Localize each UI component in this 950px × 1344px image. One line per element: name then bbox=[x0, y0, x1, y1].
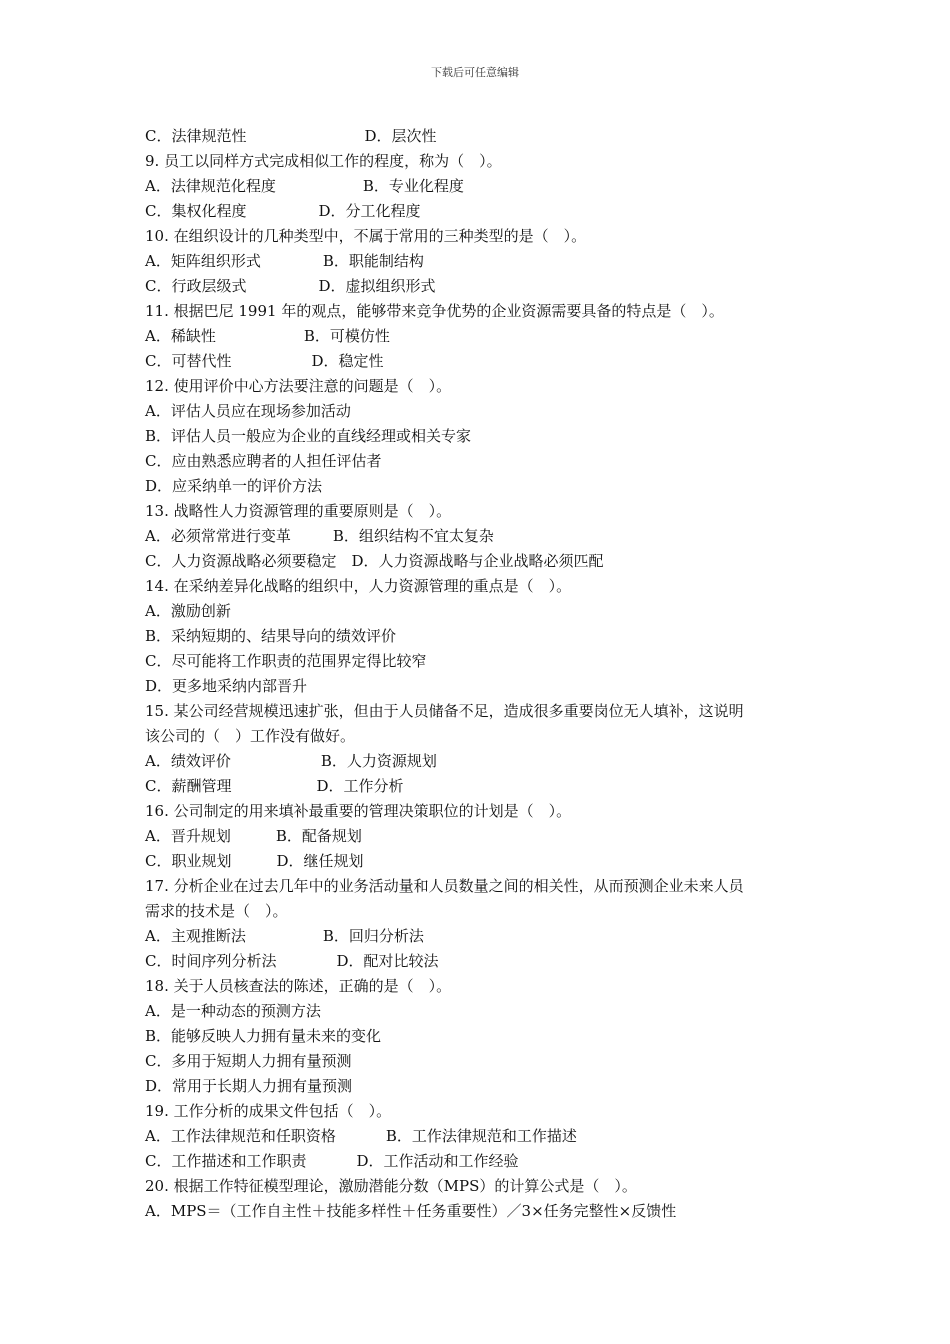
option-text: C．集权化程度 bbox=[145, 202, 247, 220]
option-line bbox=[145, 474, 815, 499]
option-line bbox=[145, 524, 815, 549]
question-line: 16. 公司制定的用来填补最重要的管理决策职位的计划是（ ）。 bbox=[145, 802, 572, 820]
option-text: D．稳定性 bbox=[311, 352, 384, 370]
option-line bbox=[145, 449, 815, 474]
option-text: B．能够反映人力拥有量未来的变化 bbox=[145, 1027, 382, 1045]
option-line bbox=[145, 674, 815, 699]
option-text: C．应由熟悉应聘者的人担任评估者 bbox=[145, 452, 382, 470]
option-text: D．工作活动和工作经验 bbox=[356, 1152, 519, 1170]
question-line: 18. 关于人员核查法的陈述，正确的是（ ）。 bbox=[145, 977, 452, 995]
question-line: 14. 在采纳差异化战略的组织中，人力资源管理的重点是（ ）。 bbox=[145, 577, 572, 595]
option-line bbox=[145, 174, 815, 199]
option-text: D．人力资源战略与企业战略必须匹配 bbox=[351, 552, 604, 570]
option-line bbox=[145, 1149, 815, 1174]
option-text: D．更多地采纳内部晋升 bbox=[145, 677, 308, 695]
option-text: A．绩效评价 bbox=[145, 752, 231, 770]
option-text: D．虚拟组织形式 bbox=[318, 277, 436, 295]
option-line bbox=[145, 624, 815, 649]
option-text: A．矩阵组织形式 bbox=[145, 252, 261, 270]
option-text: A．工作法律规范和任职资格 bbox=[145, 1127, 336, 1145]
question-line: 需求的技术是（ ）。 bbox=[145, 902, 288, 920]
option-line bbox=[145, 1124, 815, 1149]
page-header: 下载后可任意编辑 bbox=[431, 66, 519, 79]
option-line bbox=[145, 1199, 815, 1224]
option-text: D．配对比较法 bbox=[336, 952, 439, 970]
option-text: B．评估人员一般应为企业的直线经理或相关专家 bbox=[145, 427, 472, 445]
option-line bbox=[145, 1049, 815, 1074]
option-line bbox=[145, 324, 815, 349]
option-text: A．是一种动态的预测方法 bbox=[145, 1002, 321, 1020]
option-text: A．MPS＝（工作自主性＋技能多样性＋任务重要性）／3×任务完整性×反馈性 bbox=[145, 1202, 677, 1220]
option-line bbox=[145, 274, 815, 299]
option-line bbox=[145, 1074, 815, 1099]
option-text: A．法律规范化程度 bbox=[145, 177, 276, 195]
option-text: C．法律规范性 bbox=[145, 127, 247, 145]
option-line bbox=[145, 774, 815, 799]
question-line: 10. 在组织设计的几种类型中，不属于常用的三种类型的是（ ）。 bbox=[145, 227, 587, 245]
document-body bbox=[145, 124, 815, 1224]
option-text: D．分工化程度 bbox=[318, 202, 421, 220]
option-text: C．可替代性 bbox=[145, 352, 232, 370]
option-text: B．人力资源规划 bbox=[320, 752, 437, 770]
option-line bbox=[145, 824, 815, 849]
option-line bbox=[145, 599, 815, 624]
option-line bbox=[145, 124, 815, 149]
option-text: C．工作描述和工作职责 bbox=[145, 1152, 307, 1170]
question-line: 11. 根据巴尼 1991 年的观点，能够带来竞争优势的企业资源需要具备的特点是（ ）。 bbox=[145, 302, 724, 320]
option-line bbox=[145, 399, 815, 424]
question-line: 12. 使用评价中心方法要注意的问题是（ ）。 bbox=[145, 377, 452, 395]
option-text: B．工作法律规范和工作描述 bbox=[385, 1127, 577, 1145]
option-text: C．时间序列分析法 bbox=[145, 952, 277, 970]
option-text: B．回归分析法 bbox=[322, 927, 424, 945]
question-line: 17. 分析企业在过去几年中的业务活动量和人员数量之间的相关性，从而预测企业未来人员 bbox=[145, 877, 744, 895]
option-text: A．激励创新 bbox=[145, 602, 231, 620]
option-text: C．人力资源战略必须要稳定 bbox=[145, 552, 337, 570]
option-text: C．尽可能将工作职责的范围界定得比较窄 bbox=[145, 652, 427, 670]
question-line: 19. 工作分析的成果文件包括（ ）。 bbox=[145, 1102, 392, 1120]
option-text: A．稀缺性 bbox=[145, 327, 216, 345]
option-text: D．应采纳单一的评价方法 bbox=[145, 477, 323, 495]
option-text: B．配备规划 bbox=[275, 827, 362, 845]
option-text: D．层次性 bbox=[364, 127, 437, 145]
option-line bbox=[145, 749, 815, 774]
option-text: C．职业规划 bbox=[145, 852, 232, 870]
option-line bbox=[145, 349, 815, 374]
option-text: D．继任规划 bbox=[276, 852, 364, 870]
option-line bbox=[145, 949, 815, 974]
question-line: 13. 战略性人力资源管理的重要原则是（ ）。 bbox=[145, 502, 452, 520]
option-line bbox=[145, 424, 815, 449]
option-line bbox=[145, 249, 815, 274]
option-text: B．组织结构不宜太复杂 bbox=[332, 527, 494, 545]
option-line bbox=[145, 849, 815, 874]
option-text: D．常用于长期人力拥有量预测 bbox=[145, 1077, 353, 1095]
option-text: A．评估人员应在现场参加活动 bbox=[145, 402, 351, 420]
question-line: 9. 员工以同样方式完成相似工作的程度，称为（ ）。 bbox=[145, 152, 502, 170]
option-text: C．行政层级式 bbox=[145, 277, 247, 295]
option-text: D．工作分析 bbox=[316, 777, 404, 795]
option-line bbox=[145, 999, 815, 1024]
option-text: B．采纳短期的、结果导向的绩效评价 bbox=[145, 627, 397, 645]
option-text: A．主观推断法 bbox=[145, 927, 246, 945]
option-text: B．职能制结构 bbox=[322, 252, 424, 270]
option-line bbox=[145, 1024, 815, 1049]
option-text: A．必须常常进行变革 bbox=[145, 527, 291, 545]
question-line: 该公司的（ ）工作没有做好。 bbox=[145, 727, 356, 745]
option-text: B．专业化程度 bbox=[362, 177, 464, 195]
option-text: B．可模仿性 bbox=[303, 327, 390, 345]
option-text: C．薪酬管理 bbox=[145, 777, 232, 795]
question-line: 20. 根据工作特征模型理论，激励潜能分数（MPS）的计算公式是（ ）。 bbox=[145, 1177, 637, 1195]
option-line bbox=[145, 924, 815, 949]
option-text: A．晋升规划 bbox=[145, 827, 231, 845]
option-line bbox=[145, 649, 815, 674]
option-text: C．多用于短期人力拥有量预测 bbox=[145, 1052, 352, 1070]
option-line bbox=[145, 199, 815, 224]
question-line: 15. 某公司经营规模迅速扩张，但由于人员储备不足，造成很多重要岗位无人填补，这说明 bbox=[145, 702, 744, 720]
option-line bbox=[145, 549, 815, 574]
